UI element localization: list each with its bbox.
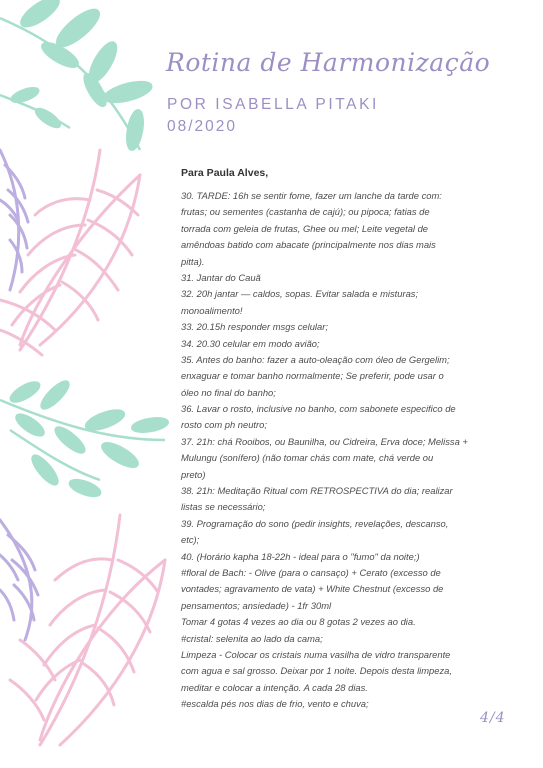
text-line: amêndoas batido com abacate (principalmente nos dias mais: [181, 239, 436, 251]
text-line: monoalimento!: [181, 304, 243, 316]
text-line: pensamentos; ansiedade) - 1fr 30ml: [181, 599, 332, 611]
lavender-leaf-lower-icon: [0, 520, 38, 640]
text-line: pitta).: [181, 255, 205, 267]
text-line: Tomar 4 gotas 4 vezes ao dia ou 8 gotas 2 vezes ao dia.: [181, 616, 416, 628]
text-line: 40. (Horário kapha 18-22h - ideal para o "fumo" da noite;): [181, 550, 420, 562]
text-line: preto): [181, 468, 206, 480]
mint-branch-middle-icon: [0, 378, 169, 499]
mint-branch-top-icon: [0, 0, 153, 151]
text-line: #floral de Bach: - Olive (para o cansaço) + Cerato (excesso de: [181, 566, 441, 578]
text-line: listas se necessário;: [181, 501, 266, 513]
author-byline: POR ISABELLA PITAKI: [167, 96, 379, 113]
text-line: etc);: [181, 534, 200, 546]
pink-leaf-lower-icon: [10, 515, 165, 745]
text-line: óleo no final do banho;: [181, 386, 276, 398]
text-line: Mulungu (sonífero) (não tomar chás com mate, chá verde ou: [181, 452, 434, 464]
page-number: 4/4: [480, 710, 506, 726]
text-line: Limpeza - Colocar os cristais numa vasilha de vidro transparente: [181, 648, 451, 660]
routine-text: [181, 188, 501, 713]
text-line: #cristal: selenita ao lado da cama;: [181, 632, 323, 644]
text-line: 38. 21h: Meditação Ritual com RETROSPECTIVA do dia; realizar: [181, 485, 453, 497]
text-line: 32. 20h jantar — caldos, sopas. Evitar salada e misturas;: [181, 288, 419, 300]
text-line: 37. 21h: chá Rooibos, ou Baunilha, ou Cidreira, Erva doce; Melissa +: [181, 435, 468, 447]
text-line: torrada com geleia de frutas, Ghee ou mel; Leite vegetal de: [181, 222, 429, 234]
text-line: 36. Lavar o rosto, inclusive no banho, com sabonete especifico de: [181, 403, 456, 415]
text-line: com agua e sal grosso. Deixar por 1 noite. Depois desta limpeza,: [181, 665, 452, 677]
text-line: 33. 20.15h responder msgs celular;: [181, 321, 328, 333]
greeting: Para Paula Alves,: [181, 167, 269, 179]
text-line: rosto com ph neutro;: [181, 419, 267, 431]
text-line: vontades; agravamento de vata) + White Chestnut (excesso de: [181, 583, 444, 595]
document-title: Rotina de Harmonização: [166, 48, 491, 77]
text-line: #escalda pés nos dias de frio, vento e chuva;: [181, 698, 369, 710]
pink-leaf-upper-icon: [0, 150, 140, 355]
text-line: enxaguar e tomar banho normalmente; Se preferir, pode usar o: [181, 370, 444, 382]
text-line: meditar e colocar a intenção. A cada 28 dias.: [181, 681, 368, 693]
text-line: frutas; ou sementes (castanha de cajú); ou pipoca; fatias de: [181, 206, 430, 218]
text-line: 35. Antes do banho: fazer a auto-oleação com óleo de Gergelim;: [181, 353, 450, 365]
lavender-leaf-left-icon: [0, 150, 28, 290]
text-line: 39. Programação do sono (pedir insights, revelações, descanso,: [181, 517, 449, 529]
text-line: 30. TARDE: 16h se sentir fome, fazer um lanche da tarde com:: [181, 190, 442, 201]
text-line: 31. Jantar do Cauã: [181, 271, 261, 283]
text-line: 34. 20.30 celular em modo avião;: [181, 337, 320, 349]
document-date: 08/2020: [167, 118, 238, 135]
